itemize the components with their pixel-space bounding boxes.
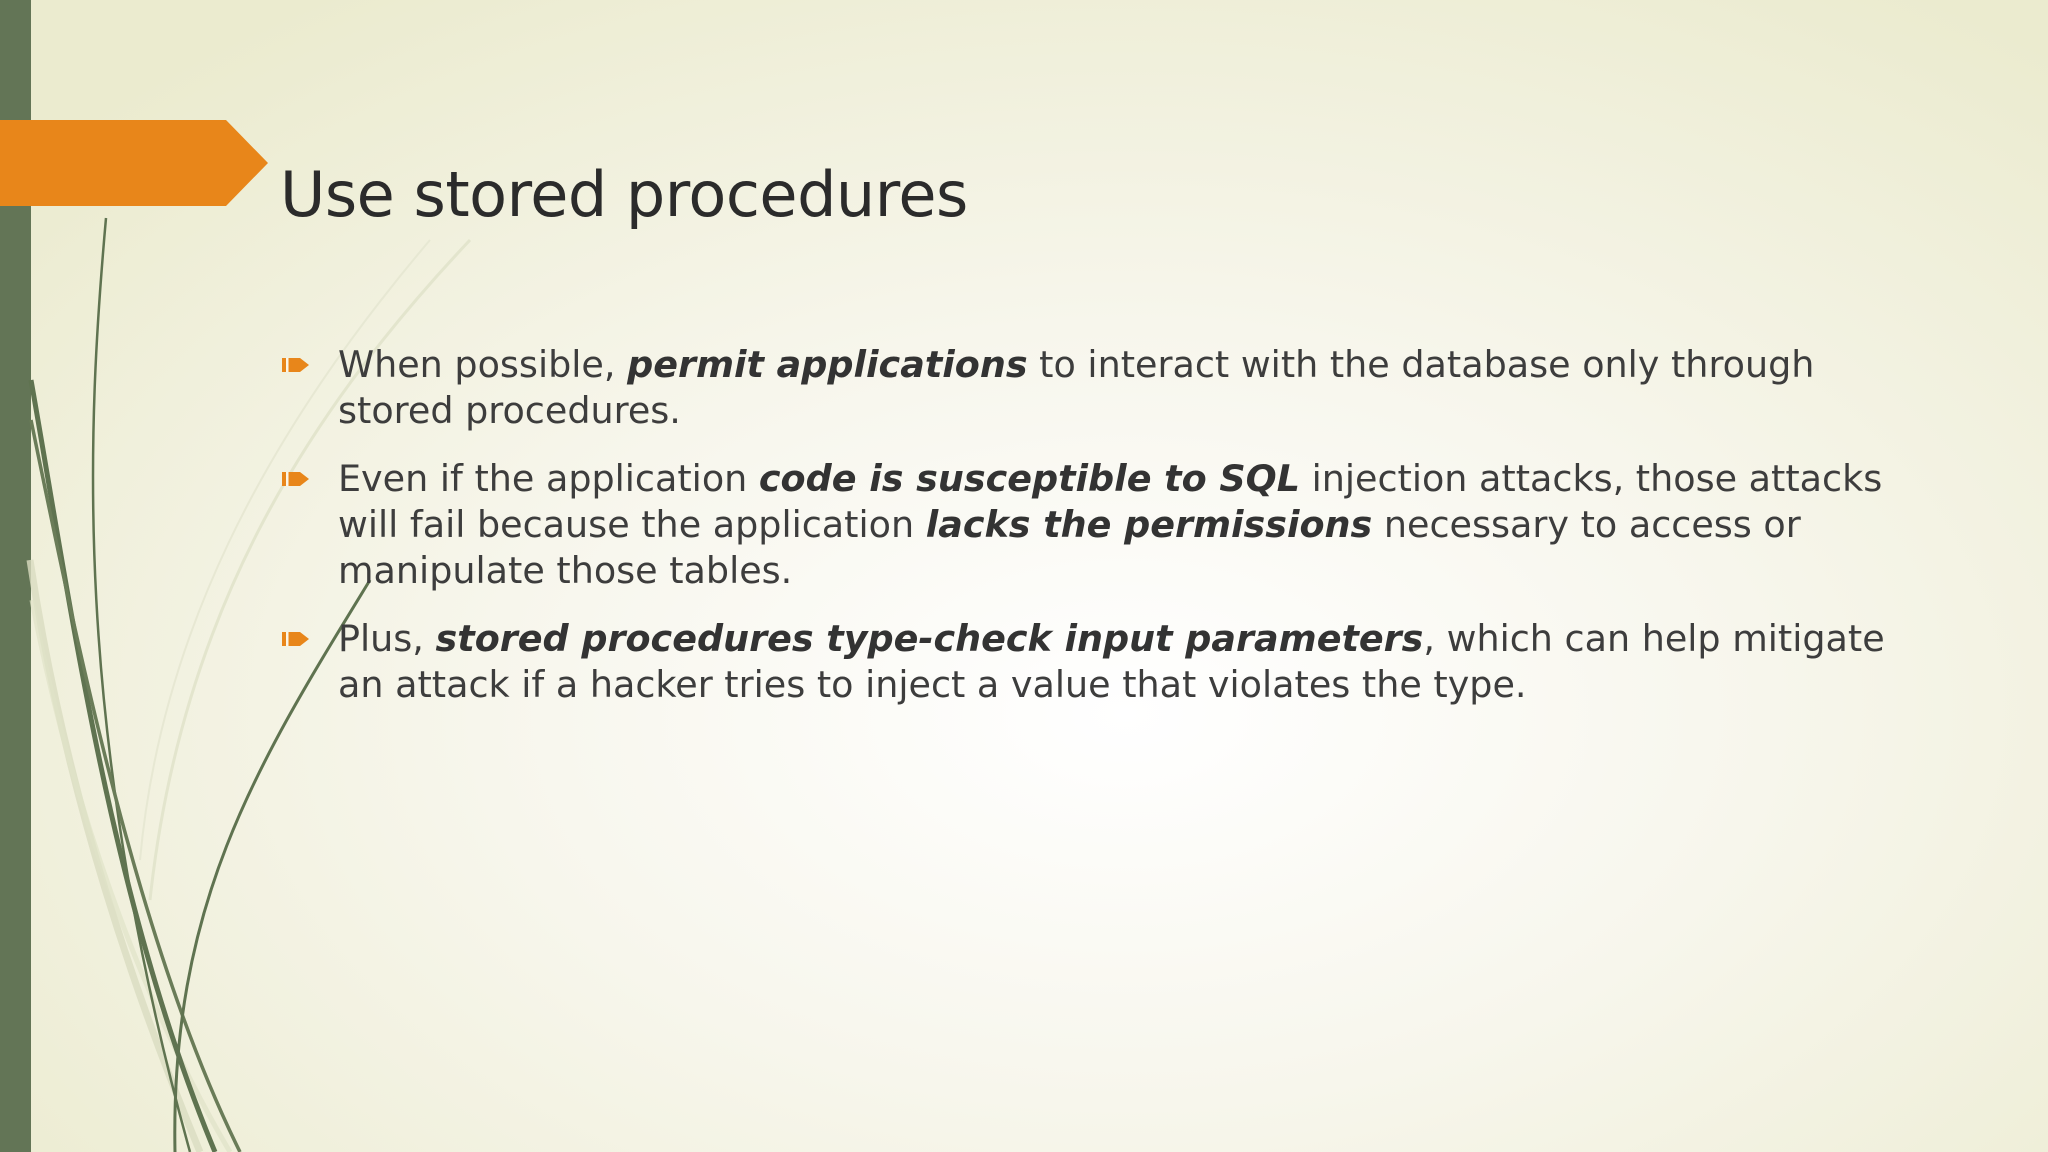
bullet-emphasis: permit applications — [627, 343, 1028, 386]
bullet-item — [282, 616, 1922, 708]
bullet-text: Even if the application — [338, 457, 759, 500]
bullet-emphasis: code is susceptible to SQL — [758, 457, 1300, 500]
title-accent-arrow — [0, 120, 270, 206]
slide-title: Use stored procedures — [280, 158, 968, 231]
bullet-list — [282, 342, 1922, 730]
bullet-emphasis: stored procedures type-check input parameters — [435, 617, 1424, 660]
bullet-item — [282, 342, 1922, 434]
bullet-item — [282, 456, 1922, 594]
bullet-text: necessary to access or manipulate those tables. — [338, 503, 1801, 592]
arrow-bullet-icon — [282, 470, 310, 488]
bullet-text: , which can help mitigate an attack if a hacker tries to inject a value that violates the type. — [338, 617, 1885, 706]
bullet-text: Plus, — [338, 617, 436, 660]
arrow-bullet-icon — [282, 356, 310, 374]
bullet-text: to interact with the database only through stored procedures. — [338, 343, 1815, 432]
bullet-emphasis: lacks the permissions — [925, 503, 1373, 546]
bullet-text: injection attacks, those attacks will fail because the application — [338, 457, 1883, 546]
arrow-bullet-icon — [282, 630, 310, 648]
bullet-text: When possible, — [338, 343, 628, 386]
